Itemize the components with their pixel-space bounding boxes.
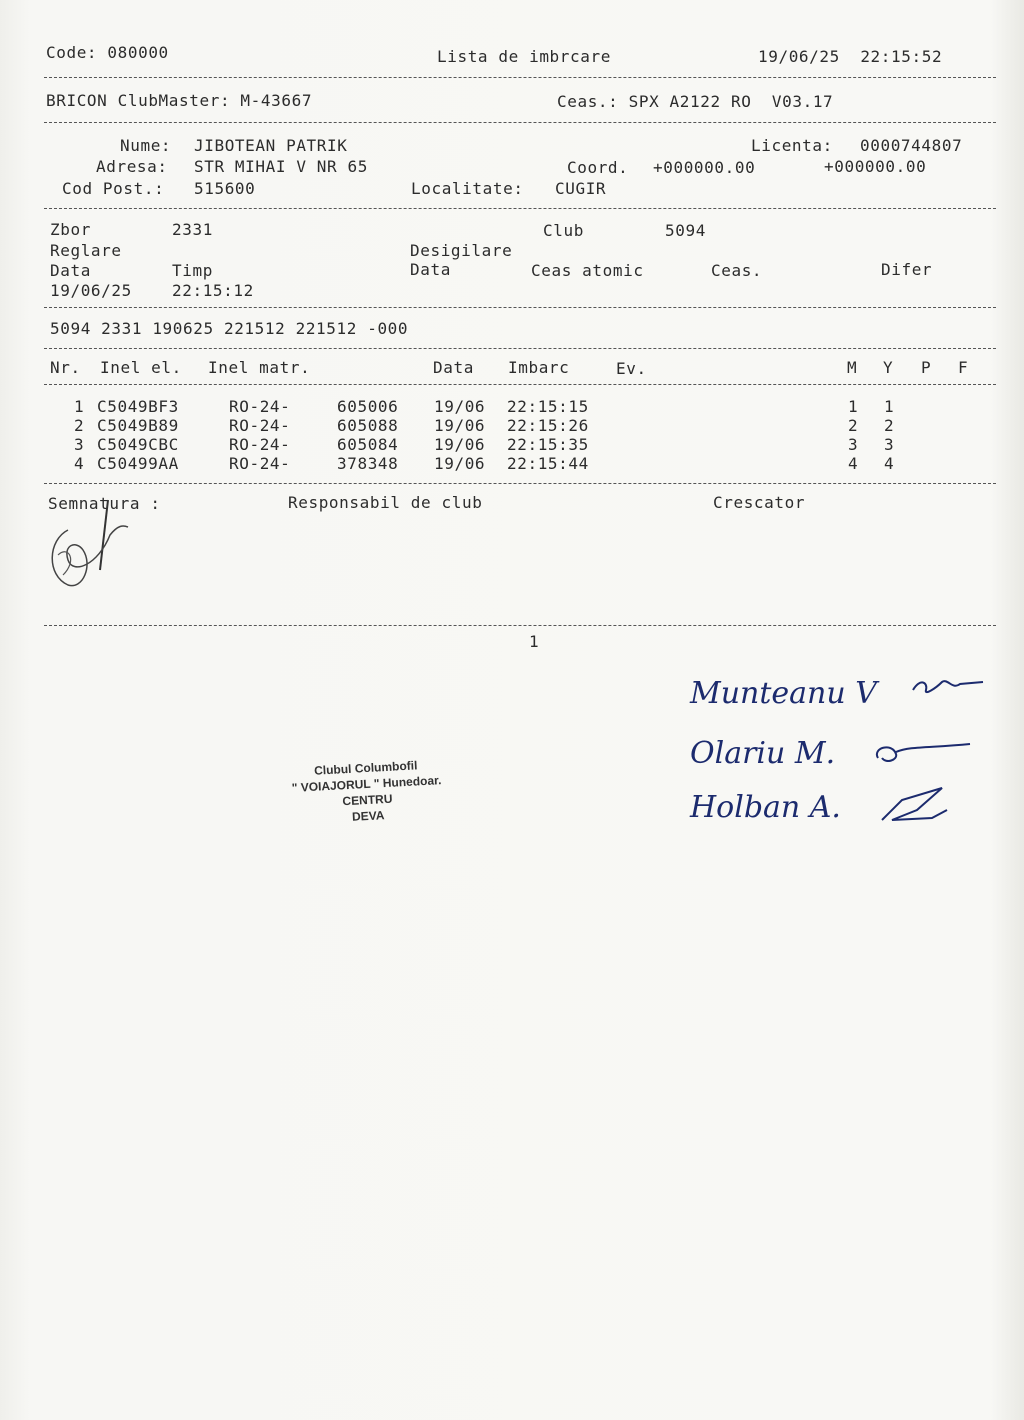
address-label: Adresa: bbox=[96, 157, 168, 176]
locality: CUGIR bbox=[555, 179, 607, 198]
stamp-line: DEVA bbox=[351, 808, 385, 824]
row-prefix: RO-24- bbox=[229, 435, 291, 454]
row-y: 2 bbox=[884, 416, 895, 435]
row-time: 22:15:15 bbox=[507, 397, 589, 416]
row-m: 3 bbox=[848, 435, 859, 454]
col-m: M bbox=[847, 358, 858, 377]
row-time: 22:15:44 bbox=[507, 454, 589, 473]
col-imbarc: Imbarc bbox=[508, 358, 570, 377]
locality-label: Localitate: bbox=[411, 179, 524, 198]
coord-label: Coord. bbox=[567, 158, 629, 177]
divider bbox=[44, 384, 996, 385]
document-title: Lista de imbrcare bbox=[437, 47, 611, 66]
initial-scribble-icon bbox=[872, 780, 972, 830]
desigilare-label: Desigilare bbox=[410, 241, 513, 260]
difer-label: Difer bbox=[881, 260, 933, 279]
row-inel-matr: 605006 bbox=[337, 397, 399, 416]
row-inel-el: C5049BF3 bbox=[97, 397, 179, 416]
clock-id: Ceas.: SPX A2122 RO V03.17 bbox=[557, 92, 834, 111]
coord-lat: +000000.00 bbox=[653, 158, 756, 177]
handwritten-signature-icon bbox=[38, 495, 138, 595]
col-y: Y bbox=[883, 358, 894, 377]
row-prefix: RO-24- bbox=[229, 416, 291, 435]
code-label: Code: 080000 bbox=[46, 43, 169, 62]
club-responsible-label: Responsabil de club bbox=[288, 493, 483, 512]
zbor-value: 2331 bbox=[172, 220, 213, 239]
row-y: 4 bbox=[884, 454, 895, 473]
club-stamp bbox=[250, 754, 483, 830]
owner-name: JIBOTEAN PATRIK bbox=[194, 136, 348, 155]
postcode-label: Cod Post.: bbox=[62, 179, 165, 198]
divider bbox=[44, 77, 996, 78]
timp-label: Timp bbox=[172, 261, 213, 280]
stamp-line: CENTRU bbox=[342, 791, 393, 809]
club-label: Club bbox=[543, 221, 584, 240]
row-nr: 4 bbox=[74, 454, 85, 473]
row-nr: 2 bbox=[74, 416, 85, 435]
handwritten-name: Munteanu V bbox=[690, 676, 877, 711]
print-datetime: 19/06/25 22:15:52 bbox=[758, 47, 943, 66]
row-m: 4 bbox=[848, 454, 859, 473]
handwritten-name: Holban A. bbox=[690, 790, 841, 825]
club-value: 5094 bbox=[665, 221, 706, 240]
divider bbox=[44, 307, 996, 308]
stamp-line: Clubul Columbofil bbox=[313, 758, 418, 778]
ceas-label: Ceas. bbox=[711, 261, 763, 280]
initial-scribble-icon bbox=[908, 670, 988, 700]
licence-label: Licenta: bbox=[751, 136, 833, 155]
row-time: 22:15:26 bbox=[507, 416, 589, 435]
table-row bbox=[0, 398, 1024, 416]
row-prefix: RO-24- bbox=[229, 397, 291, 416]
postcode: 515600 bbox=[194, 179, 256, 198]
divider bbox=[44, 348, 996, 349]
row-inel-el: C5049CBC bbox=[97, 435, 179, 454]
col-f: F bbox=[958, 358, 969, 377]
row-inel-el: C50499AA bbox=[97, 454, 179, 473]
reglare-date: 19/06/25 bbox=[50, 281, 132, 300]
licence-number: 0000744807 bbox=[860, 136, 963, 155]
divider bbox=[44, 483, 996, 484]
row-nr: 1 bbox=[74, 397, 85, 416]
row-y: 1 bbox=[884, 397, 895, 416]
breeder-label: Crescator bbox=[713, 493, 806, 512]
flight-code-line: 5094 2331 190625 221512 221512 -000 bbox=[50, 319, 409, 338]
signature-label: Semnatura : bbox=[48, 494, 161, 513]
row-inel-matr: 605084 bbox=[337, 435, 399, 454]
table-row bbox=[0, 455, 1024, 473]
row-date: 19/06 bbox=[434, 397, 486, 416]
coord-lon: +000000.00 bbox=[824, 157, 927, 176]
row-nr: 3 bbox=[74, 435, 85, 454]
row-time: 22:15:35 bbox=[507, 435, 589, 454]
row-inel-el: C5049B89 bbox=[97, 416, 179, 435]
divider bbox=[44, 122, 996, 123]
page-number: 1 bbox=[529, 632, 540, 651]
col-p: P bbox=[921, 358, 932, 377]
divider bbox=[44, 208, 996, 209]
table-row bbox=[0, 436, 1024, 454]
table-row bbox=[0, 417, 1024, 435]
row-date: 19/06 bbox=[434, 454, 486, 473]
col-data: Data bbox=[433, 358, 474, 377]
row-y: 3 bbox=[884, 435, 895, 454]
stamp-line: " VOIAJORUL " Hunedoar. bbox=[291, 773, 442, 795]
zbor-label: Zbor bbox=[50, 220, 91, 239]
divider bbox=[44, 625, 996, 626]
col-inel-matr: Inel matr. bbox=[208, 358, 311, 377]
data-label: Data bbox=[50, 261, 91, 280]
row-inel-matr: 605088 bbox=[337, 416, 399, 435]
row-m: 1 bbox=[848, 397, 859, 416]
reglare-time: 22:15:12 bbox=[172, 281, 254, 300]
device-id: BRICON ClubMaster: M-43667 bbox=[46, 91, 313, 110]
col-nr: Nr. bbox=[50, 358, 81, 377]
handwritten-name: Olariu M. bbox=[690, 736, 836, 771]
reglare-label: Reglare bbox=[50, 241, 122, 260]
row-m: 2 bbox=[848, 416, 859, 435]
ceas-atomic-label: Ceas atomic bbox=[531, 261, 644, 280]
row-prefix: RO-24- bbox=[229, 454, 291, 473]
owner-address: STR MIHAI V NR 65 bbox=[194, 157, 368, 176]
name-label: Nume: bbox=[120, 136, 172, 155]
initial-scribble-icon bbox=[870, 736, 980, 766]
data2-label: Data bbox=[410, 260, 451, 279]
row-date: 19/06 bbox=[434, 435, 486, 454]
col-inel-el: Inel el. bbox=[100, 358, 182, 377]
row-date: 19/06 bbox=[434, 416, 486, 435]
row-inel-matr: 378348 bbox=[337, 454, 399, 473]
col-ev: Ev. bbox=[616, 359, 647, 378]
